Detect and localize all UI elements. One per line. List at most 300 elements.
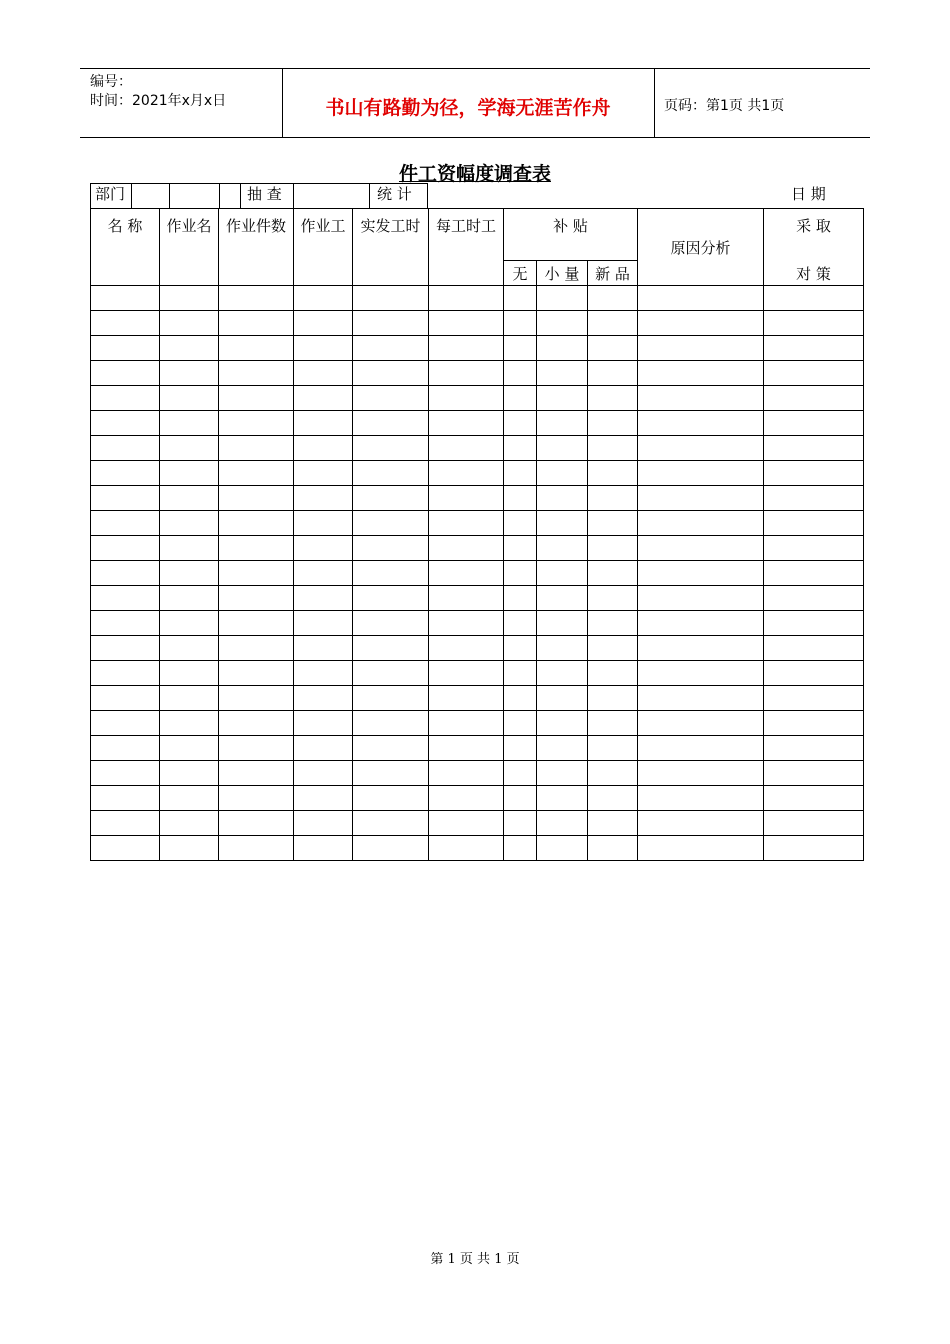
table-cell[interactable] — [91, 361, 160, 386]
table-cell[interactable] — [537, 311, 588, 336]
table-cell[interactable] — [294, 561, 353, 586]
table-cell[interactable] — [429, 536, 504, 561]
table-row — [91, 686, 864, 711]
table-cell[interactable] — [294, 836, 353, 861]
table-cell[interactable] — [429, 561, 504, 586]
table-cell[interactable] — [588, 511, 638, 536]
table-cell[interactable] — [219, 686, 294, 711]
table-row — [91, 286, 864, 311]
table-cell[interactable] — [764, 836, 864, 861]
table-cell[interactable] — [160, 411, 219, 436]
table-cell[interactable] — [294, 511, 353, 536]
table-cell[interactable] — [504, 611, 537, 636]
table-cell[interactable] — [429, 461, 504, 486]
table-cell[interactable] — [504, 736, 537, 761]
table-cell[interactable] — [429, 811, 504, 836]
table-cell[interactable] — [504, 311, 537, 336]
table-cell[interactable] — [353, 286, 429, 311]
table-cell[interactable] — [160, 736, 219, 761]
table-row — [91, 461, 864, 486]
table-cell[interactable] — [294, 786, 353, 811]
table-cell[interactable] — [219, 461, 294, 486]
sub-header-small: 小 量 — [537, 261, 588, 286]
table-cell[interactable] — [91, 411, 160, 436]
sub-header-none: 无 — [504, 261, 537, 286]
table-cell[interactable] — [638, 611, 764, 636]
table-cell[interactable] — [160, 386, 219, 411]
table-cell[interactable] — [294, 661, 353, 686]
table-cell[interactable] — [91, 436, 160, 461]
table-row — [91, 336, 864, 361]
table-cell[interactable] — [764, 511, 864, 536]
table-cell[interactable] — [429, 411, 504, 436]
table-cell[interactable] — [429, 761, 504, 786]
table-cell[interactable] — [638, 461, 764, 486]
table-cell[interactable] — [219, 286, 294, 311]
table-cell[interactable] — [429, 361, 504, 386]
table-cell[interactable] — [160, 361, 219, 386]
table-cell[interactable] — [160, 461, 219, 486]
table-row — [91, 361, 864, 386]
table-cell[interactable] — [638, 736, 764, 761]
table-cell[interactable] — [294, 411, 353, 436]
table-cell[interactable] — [91, 661, 160, 686]
table-cell[interactable] — [764, 586, 864, 611]
table-cell[interactable] — [353, 661, 429, 686]
table-cell[interactable] — [504, 836, 537, 861]
table-cell[interactable] — [353, 711, 429, 736]
table-cell[interactable] — [219, 436, 294, 461]
table-cell[interactable] — [353, 536, 429, 561]
table-cell[interactable] — [537, 661, 588, 686]
table-cell[interactable] — [429, 611, 504, 636]
table-cell[interactable] — [429, 786, 504, 811]
table-cell[interactable] — [537, 361, 588, 386]
table-cell[interactable] — [353, 461, 429, 486]
table-cell[interactable] — [764, 661, 864, 686]
table-cell[interactable] — [429, 436, 504, 461]
table-cell[interactable] — [160, 561, 219, 586]
table-cell[interactable] — [638, 511, 764, 536]
table-cell[interactable] — [504, 786, 537, 811]
time-label: 时间：2021年x月x日 — [90, 93, 227, 109]
table-cell[interactable] — [353, 761, 429, 786]
table-cell[interactable] — [764, 336, 864, 361]
table-cell[interactable] — [294, 286, 353, 311]
table-cell[interactable] — [764, 786, 864, 811]
table-row — [91, 561, 864, 586]
table-row — [91, 636, 864, 661]
table-cell[interactable] — [638, 486, 764, 511]
table-row — [91, 811, 864, 836]
table-cell[interactable] — [638, 836, 764, 861]
table-cell[interactable] — [537, 561, 588, 586]
table-cell[interactable] — [91, 711, 160, 736]
table-cell[interactable] — [219, 536, 294, 561]
table-cell[interactable] — [429, 511, 504, 536]
table-cell[interactable] — [429, 661, 504, 686]
table-cell[interactable] — [537, 736, 588, 761]
table-cell[interactable] — [588, 411, 638, 436]
table-cell[interactable] — [537, 336, 588, 361]
table-cell[interactable] — [219, 636, 294, 661]
table-cell[interactable] — [764, 411, 864, 436]
meta-divider — [131, 183, 132, 209]
table-cell[interactable] — [219, 811, 294, 836]
table-cell[interactable] — [91, 611, 160, 636]
header-meta — [90, 73, 226, 111]
table-cell[interactable] — [429, 836, 504, 861]
table-cell[interactable] — [353, 586, 429, 611]
table-cell[interactable] — [588, 311, 638, 336]
table-cell[interactable] — [764, 436, 864, 461]
table-cell[interactable] — [91, 736, 160, 761]
table-cell[interactable] — [588, 461, 638, 486]
meta-divider — [293, 183, 294, 209]
table-cell[interactable] — [537, 411, 588, 436]
table-cell[interactable] — [429, 286, 504, 311]
table-row — [91, 611, 864, 636]
table-cell[interactable] — [504, 661, 537, 686]
table-cell[interactable] — [504, 486, 537, 511]
table-cell[interactable] — [91, 336, 160, 361]
table-cell[interactable] — [764, 761, 864, 786]
table-cell[interactable] — [588, 561, 638, 586]
table-cell[interactable] — [294, 636, 353, 661]
table-cell[interactable] — [160, 286, 219, 311]
table-cell[interactable] — [504, 586, 537, 611]
table-cell[interactable] — [588, 836, 638, 861]
table-cell[interactable] — [160, 811, 219, 836]
table-cell[interactable] — [91, 386, 160, 411]
table-cell[interactable] — [219, 736, 294, 761]
col-header-hourly: 每工时工 — [429, 209, 504, 286]
table-cell[interactable] — [160, 536, 219, 561]
sub-header-new: 新 品 — [588, 261, 638, 286]
table-cell[interactable] — [294, 711, 353, 736]
table-cell[interactable] — [504, 511, 537, 536]
table-cell[interactable] — [294, 486, 353, 511]
table-cell[interactable] — [504, 386, 537, 411]
table-cell[interactable] — [160, 511, 219, 536]
table-cell[interactable] — [91, 686, 160, 711]
table-cell[interactable] — [219, 586, 294, 611]
table-cell[interactable] — [294, 336, 353, 361]
table-cell[interactable] — [219, 486, 294, 511]
table-cell[interactable] — [588, 686, 638, 711]
table-cell[interactable] — [219, 786, 294, 811]
table-cell[interactable] — [588, 611, 638, 636]
table-cell[interactable] — [537, 486, 588, 511]
table-cell[interactable] — [429, 711, 504, 736]
table-cell[interactable] — [638, 286, 764, 311]
table-row — [91, 486, 864, 511]
table-cell[interactable] — [353, 436, 429, 461]
meta-divider — [240, 183, 241, 209]
table-cell[interactable] — [764, 486, 864, 511]
measure-top-label: 采 取 — [796, 217, 831, 235]
table-body — [91, 286, 864, 861]
table-cell[interactable] — [588, 436, 638, 461]
table-cell[interactable] — [764, 561, 864, 586]
table-cell[interactable] — [537, 636, 588, 661]
meta-divider — [369, 183, 370, 209]
table-cell[interactable] — [638, 786, 764, 811]
table-row — [91, 386, 864, 411]
table-cell[interactable] — [353, 811, 429, 836]
table-cell[interactable] — [160, 686, 219, 711]
table-cell[interactable] — [160, 311, 219, 336]
table-cell[interactable] — [764, 811, 864, 836]
table-cell[interactable] — [638, 811, 764, 836]
table-cell[interactable] — [638, 711, 764, 736]
table-cell[interactable] — [91, 561, 160, 586]
table-cell[interactable] — [353, 786, 429, 811]
table-cell[interactable] — [764, 711, 864, 736]
table-cell[interactable] — [160, 586, 219, 611]
table-cell[interactable] — [429, 736, 504, 761]
table-cell[interactable] — [219, 661, 294, 686]
table-cell[interactable] — [588, 661, 638, 686]
table-cell[interactable] — [764, 286, 864, 311]
table-cell[interactable] — [588, 711, 638, 736]
table-cell[interactable] — [764, 361, 864, 386]
table-cell[interactable] — [537, 686, 588, 711]
table-cell[interactable] — [588, 361, 638, 386]
table-cell[interactable] — [91, 536, 160, 561]
table-cell[interactable] — [219, 561, 294, 586]
table-cell[interactable] — [160, 786, 219, 811]
table-cell[interactable] — [504, 636, 537, 661]
table-cell[interactable] — [353, 561, 429, 586]
table-cell[interactable] — [91, 786, 160, 811]
serial-label: 编号： — [90, 74, 132, 90]
table-cell[interactable] — [294, 361, 353, 386]
table-cell[interactable] — [429, 686, 504, 711]
table-cell[interactable] — [588, 786, 638, 811]
table-cell[interactable] — [294, 736, 353, 761]
table-cell[interactable] — [504, 561, 537, 586]
table-cell[interactable] — [537, 511, 588, 536]
table-cell[interactable] — [160, 486, 219, 511]
table-cell[interactable] — [429, 386, 504, 411]
table-cell[interactable] — [219, 361, 294, 386]
table-cell[interactable] — [91, 511, 160, 536]
table-cell[interactable] — [429, 636, 504, 661]
header-divider — [654, 69, 655, 137]
table-cell[interactable] — [764, 686, 864, 711]
table-cell[interactable] — [353, 386, 429, 411]
table-cell[interactable] — [588, 736, 638, 761]
department-label: 部门 — [95, 185, 126, 203]
table-cell[interactable] — [353, 636, 429, 661]
table-row — [91, 786, 864, 811]
table-cell[interactable] — [588, 336, 638, 361]
table-cell[interactable] — [764, 636, 864, 661]
table-cell[interactable] — [219, 411, 294, 436]
table-cell[interactable] — [504, 711, 537, 736]
table-cell[interactable] — [537, 461, 588, 486]
table-cell[interactable] — [638, 536, 764, 561]
table-cell[interactable] — [537, 761, 588, 786]
table-cell[interactable] — [91, 836, 160, 861]
table-cell[interactable] — [353, 611, 429, 636]
table-cell[interactable] — [353, 361, 429, 386]
table-cell[interactable] — [91, 636, 160, 661]
table-cell[interactable] — [504, 761, 537, 786]
table-cell[interactable] — [353, 311, 429, 336]
table-cell[interactable] — [638, 361, 764, 386]
meta-divider — [219, 183, 220, 209]
table-cell[interactable] — [638, 336, 764, 361]
table-cell[interactable] — [638, 386, 764, 411]
table-cell[interactable] — [537, 711, 588, 736]
table-cell[interactable] — [429, 586, 504, 611]
table-cell[interactable] — [537, 811, 588, 836]
table-cell[interactable] — [160, 711, 219, 736]
table-cell[interactable] — [353, 836, 429, 861]
table-cell[interactable] — [588, 386, 638, 411]
col-header-work-name: 作业名 — [160, 209, 219, 286]
table-cell[interactable] — [638, 561, 764, 586]
table-cell[interactable] — [504, 811, 537, 836]
table-row — [91, 761, 864, 786]
table-cell[interactable] — [588, 286, 638, 311]
table-cell[interactable] — [504, 361, 537, 386]
table-cell[interactable] — [638, 686, 764, 711]
table-cell[interactable] — [638, 661, 764, 686]
table-cell[interactable] — [294, 586, 353, 611]
table-cell[interactable] — [588, 761, 638, 786]
table-row — [91, 511, 864, 536]
table-cell[interactable] — [764, 311, 864, 336]
table-cell[interactable] — [588, 586, 638, 611]
table-row — [91, 586, 864, 611]
table-cell[interactable] — [638, 761, 764, 786]
table-cell[interactable] — [160, 436, 219, 461]
table-cell[interactable] — [588, 536, 638, 561]
col-header-work-hours: 作业工 — [294, 209, 353, 286]
table-cell[interactable] — [219, 386, 294, 411]
table-cell[interactable] — [160, 336, 219, 361]
col-header-name: 名 称 — [91, 209, 160, 286]
table-cell[interactable] — [219, 711, 294, 736]
table-cell[interactable] — [91, 761, 160, 786]
table-cell[interactable] — [537, 536, 588, 561]
table-row — [91, 436, 864, 461]
table-cell[interactable] — [91, 811, 160, 836]
table-cell[interactable] — [219, 511, 294, 536]
table-row — [91, 836, 864, 861]
table-cell[interactable] — [219, 761, 294, 786]
table-row — [91, 736, 864, 761]
table-cell[interactable] — [504, 536, 537, 561]
table-cell[interactable] — [429, 311, 504, 336]
table-cell[interactable] — [91, 586, 160, 611]
table-cell[interactable] — [504, 436, 537, 461]
header-motto: 书山有路勤为径，学海无涯苦作舟 — [325, 97, 611, 119]
table-cell[interactable] — [764, 386, 864, 411]
table-cell[interactable] — [588, 486, 638, 511]
table-cell[interactable] — [537, 586, 588, 611]
table-cell[interactable] — [638, 311, 764, 336]
table-cell[interactable] — [504, 686, 537, 711]
table-cell[interactable] — [764, 736, 864, 761]
table-cell[interactable] — [294, 611, 353, 636]
table-cell[interactable] — [429, 336, 504, 361]
col-header-actual-hours: 实发工时 — [353, 209, 429, 286]
table-cell[interactable] — [537, 436, 588, 461]
table-cell[interactable] — [91, 286, 160, 311]
table-cell[interactable] — [353, 336, 429, 361]
table-cell[interactable] — [638, 436, 764, 461]
table-row — [91, 711, 864, 736]
table-cell[interactable] — [504, 461, 537, 486]
table-cell[interactable] — [294, 761, 353, 786]
table-cell[interactable] — [764, 536, 864, 561]
table-cell[interactable] — [294, 811, 353, 836]
meta-divider — [90, 183, 91, 209]
table-cell[interactable] — [294, 311, 353, 336]
col-header-subsidy: 补 贴 — [504, 209, 638, 261]
table-cell[interactable] — [294, 686, 353, 711]
table-cell[interactable] — [294, 436, 353, 461]
table-cell[interactable] — [353, 486, 429, 511]
table-cell[interactable] — [294, 536, 353, 561]
table-row — [91, 411, 864, 436]
table-cell[interactable] — [537, 386, 588, 411]
table-cell[interactable] — [537, 786, 588, 811]
table-cell[interactable] — [764, 461, 864, 486]
table-cell[interactable] — [353, 686, 429, 711]
table-row — [91, 311, 864, 336]
table-cell[interactable] — [504, 336, 537, 361]
table-cell[interactable] — [764, 611, 864, 636]
table-cell[interactable] — [588, 811, 638, 836]
table-cell[interactable] — [219, 336, 294, 361]
table-cell[interactable] — [588, 636, 638, 661]
table-cell[interactable] — [504, 411, 537, 436]
table-cell[interactable] — [91, 311, 160, 336]
table-cell[interactable] — [91, 461, 160, 486]
table-cell[interactable] — [537, 836, 588, 861]
table-cell[interactable] — [160, 661, 219, 686]
table-cell[interactable] — [353, 411, 429, 436]
table-cell[interactable] — [638, 636, 764, 661]
table-cell[interactable] — [429, 486, 504, 511]
table-cell[interactable] — [638, 411, 764, 436]
table-cell[interactable] — [160, 611, 219, 636]
table-cell[interactable] — [160, 836, 219, 861]
table-cell[interactable] — [294, 461, 353, 486]
table-cell[interactable] — [160, 636, 219, 661]
table-cell[interactable] — [91, 486, 160, 511]
table-cell[interactable] — [353, 511, 429, 536]
table-cell[interactable] — [504, 286, 537, 311]
table-cell[interactable] — [638, 586, 764, 611]
table-cell[interactable] — [219, 611, 294, 636]
table-cell[interactable] — [219, 836, 294, 861]
measure-bottom-label: 对 策 — [796, 265, 831, 283]
table-cell[interactable] — [294, 386, 353, 411]
table-cell[interactable] — [160, 761, 219, 786]
table-cell[interactable] — [353, 736, 429, 761]
table-cell[interactable] — [537, 611, 588, 636]
table-cell[interactable] — [537, 286, 588, 311]
date-label: 日 期 — [791, 185, 826, 203]
page-header — [80, 68, 870, 138]
table-cell[interactable] — [219, 311, 294, 336]
